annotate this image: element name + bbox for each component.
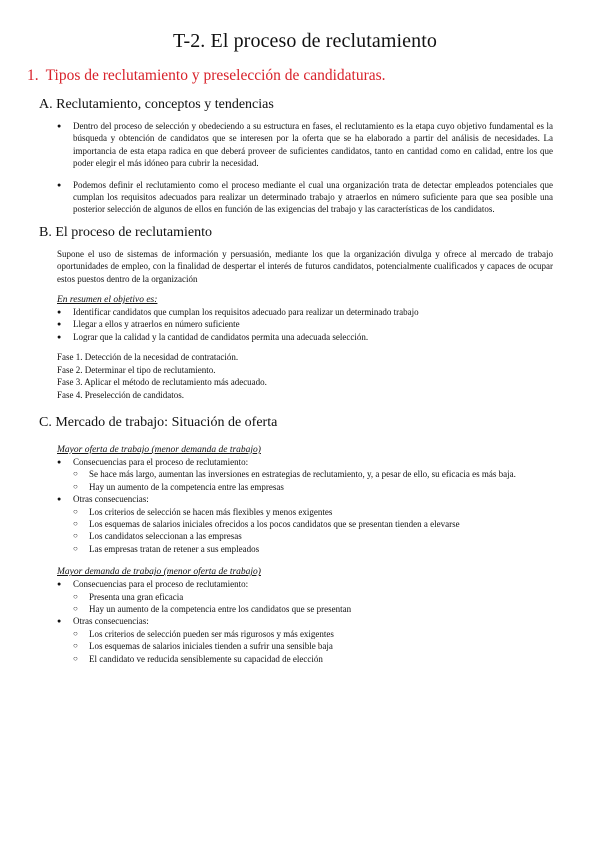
sub-list-item: ○ Presenta una gran eficacia <box>73 591 553 603</box>
sub-list-item: ○ Los criterios de selección se hacen más flexibles y menos exigentes <box>73 506 553 518</box>
section-c-heading: C. Mercado de trabajo: Situación de oferta <box>39 414 278 430</box>
group-label: Consecuencias para el proceso de reclutamiento: <box>73 456 249 467</box>
sub-list-item: ○ Los esquemas de salarios iniciales tienden a sufrir una sensible baja <box>73 640 553 652</box>
group-label: Consecuencias para el proceso de reclutamiento: <box>73 579 249 590</box>
list-item: ● Identificar candidatos que cumplan los requisitos adecuado para realizar un determinado trabajo <box>57 306 553 318</box>
list-item: ● Lograr que la calidad y la cantidad de candidatos permita una adecuada selección. <box>57 331 553 343</box>
section-a-list <box>57 120 553 216</box>
section-1-number: 1. <box>27 67 39 84</box>
section-b-paragraph: Supone el uso de sistemas de información y persuasión, mediante los que la organización divulga y ofrece al mercado de trabajo oportunidades de empleo, con la finalidad de despertar el interés de futuros candidatos, potencialmente cualificados y capaces de ocupar estos puestos dentro de la organización <box>57 248 553 284</box>
sub-list <box>73 591 553 616</box>
sub-list-item: ○ Las empresas tratan de retener a sus empleados <box>73 543 553 555</box>
sub-list-item: ○ Los candidatos seleccionan a las empresas <box>73 530 553 542</box>
section-a-heading: A. Reclutamiento, conceptos y tendencias <box>39 97 274 112</box>
phase-item: Fase 2. Determinar el tipo de reclutamiento. <box>57 364 216 375</box>
summary-list <box>57 306 553 343</box>
sub-list-item: ○ Se hace más largo, aumentan las inversiones en estrategias de reclutamiento, y, a pesar de ello, su eficacia es más baja. <box>73 468 553 480</box>
summary-heading: En resumen el objetivo es: <box>57 295 158 306</box>
sub-list-item: ○ El candidato ve reducida sensiblemente su capacidad de elección <box>73 653 553 665</box>
list-item <box>57 615 553 665</box>
phase-item: Fase 4. Preselección de candidatos. <box>57 389 184 400</box>
list-item: ● Dentro del proceso de selección y obedeciendo a su estructura en fases, el reclutamiento es la etapa cuyo objetivo fundamental es la búsqueda y obtención de candidatos que se interesen por la oferta que se ha elaborado a partir del análisis de necesidades. La importancia de esta etapa radica en que deberá proveer de suficientes candidatos, tanto en cantidad como en calidad, entre los que poder elegir el más idóneo para cubrir la necesidad. <box>57 120 553 170</box>
group-label: Otras consecuencias: <box>73 616 149 627</box>
section-b-heading: B. El proceso de reclutamiento <box>39 224 212 240</box>
list-item <box>57 578 553 615</box>
sub-list-item: ○ Los criterios de selección pueden ser más rigurosos y más exigentes <box>73 628 553 640</box>
section-b <box>39 224 553 401</box>
sub-list-item: ○ Los esquemas de salarios iniciales ofrecidos a los pocos candidatos que se presentan tienden a elevarse <box>73 518 553 530</box>
block-2-list <box>57 578 553 665</box>
section-c <box>39 414 553 665</box>
sub-list <box>73 628 553 665</box>
sub-list-item: ○ Hay un aumento de la competencia entre las empresas <box>73 481 553 493</box>
sub-list <box>73 468 553 493</box>
group-label: Otras consecuencias: <box>73 494 149 505</box>
page-title: T-2. El proceso de reclutamiento <box>172 30 438 52</box>
sub-list-item: ○ Hay un aumento de la competencia entre los candidatos que se presentan <box>73 603 553 615</box>
block-2-heading: Mayor demanda de trabajo (menor oferta de trabajo) <box>57 567 261 578</box>
list-item <box>57 456 553 493</box>
list-item <box>57 493 553 555</box>
section-1-heading <box>27 67 553 85</box>
block-1-list <box>57 456 553 555</box>
block-1-heading: Mayor oferta de trabajo (menor demanda de trabajo) <box>57 444 261 455</box>
section-a <box>39 97 553 216</box>
phase-item: Fase 3. Aplicar el método de reclutamiento más adecuado. <box>57 377 267 388</box>
sub-list <box>73 506 553 556</box>
list-item: ● Podemos definir el reclutamiento como el proceso mediante el cual una organización trata de detectar empleados potenciales que cumplan los requisitos adecuados para realizar un determinado trabajo y atraerlos en número suficiente para que sea posible una posterior selección de algunos de ellos en función de las exigencias del trabajo y las características de los candidatos. <box>57 179 553 216</box>
phases-list <box>57 351 553 401</box>
list-item: ● Llegar a ellos y atraerlos en número suficiente <box>57 318 553 330</box>
section-1-title: Tipos de reclutamiento y preselección de candidaturas. <box>45 67 386 84</box>
phase-item: Fase 1. Detección de la necesidad de contratación. <box>57 352 239 363</box>
